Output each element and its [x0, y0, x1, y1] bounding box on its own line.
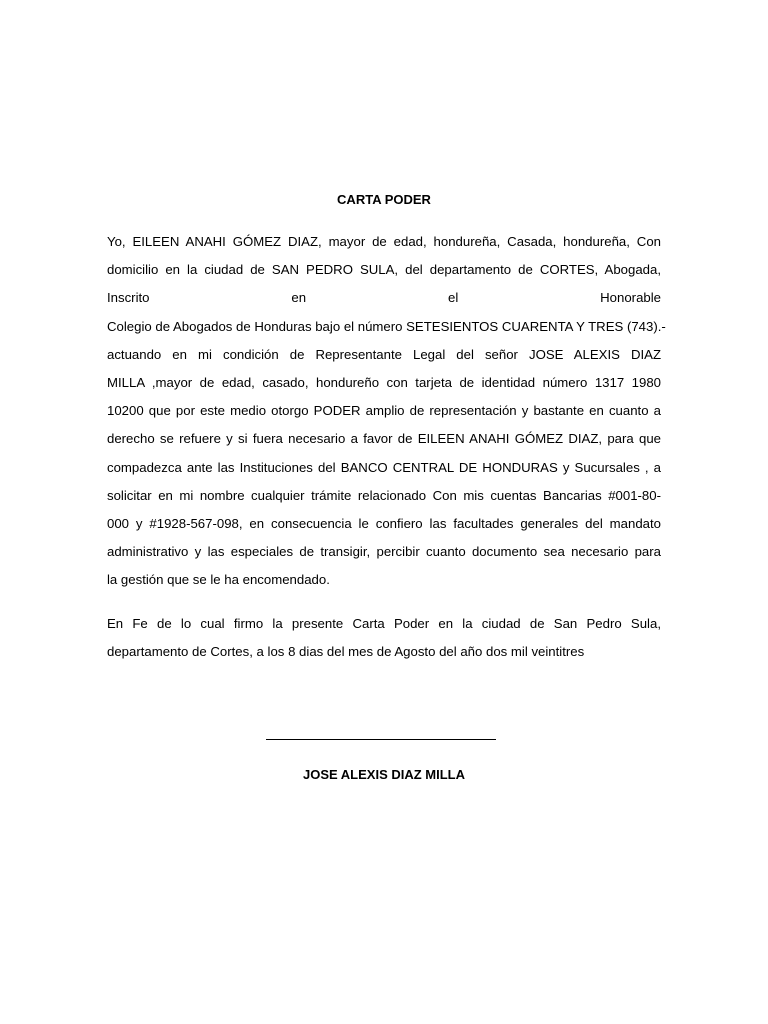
paragraph-line: administrativo y las especiales de transigir, percibir cuanto documento sea necesario para — [107, 544, 661, 560]
signature-line — [266, 739, 496, 740]
paragraph-2 — [107, 610, 661, 666]
signature-name: JOSE ALEXIS DIAZ MILLA — [302, 767, 466, 782]
paragraph-line: MILLA ,mayor de edad, casado, hondureño con tarjeta de identidad número 1317 1980 — [107, 374, 661, 390]
paragraph-line: domicilio en la ciudad de SAN PEDRO SULA, del departamento de CORTES, Abogada, — [107, 262, 661, 278]
paragraph-line: 000 y #1928-567-098, en consecuencia le confiero las facultades generales del mandato — [107, 515, 661, 531]
paragraph-1 — [107, 228, 666, 594]
paragraph-line: Yo, EILEEN ANAHI GÓMEZ DIAZ, mayor de edad, hondureña, Casada, hondureña, Con — [107, 234, 661, 249]
paragraph-line: solicitar en mi nombre cualquier trámite relacionado Con mis cuentas Bancarias #001-80- — [107, 487, 661, 503]
paragraph-line: 10200 que por este medio otorgo PODER amplio de representación y bastante en cuanto a — [107, 403, 661, 419]
paragraph-line: actuando en mi condición de Representante Legal del señor JOSE ALEXIS DIAZ — [107, 346, 661, 362]
paragraph-line: Inscrito en el Honorable — [107, 290, 661, 306]
document-title: CARTA PODER — [337, 192, 431, 207]
paragraph-line: En Fe de lo cual firmo la presente Carta Poder en la ciudad de San Pedro Sula, — [107, 616, 661, 631]
paragraph-line: derecho se refuere y si fuera necesario a favor de EILEEN ANAHI GÓMEZ DIAZ, para que — [107, 431, 661, 447]
paragraph-line: compadezca ante las Instituciones del BANCO CENTRAL DE HONDURAS y Sucursales , a — [107, 459, 661, 475]
paragraph-line: departamento de Cortes, a los 8 dias del mes de Agosto del año dos mil veintitres — [107, 644, 585, 660]
paragraph-line: la gestión que se le ha encomendado. — [107, 572, 330, 588]
paragraph-line: Colegio de Abogados de Honduras bajo el número SETESIENTOS CUARENTA Y TRES (743).- — [107, 318, 666, 334]
